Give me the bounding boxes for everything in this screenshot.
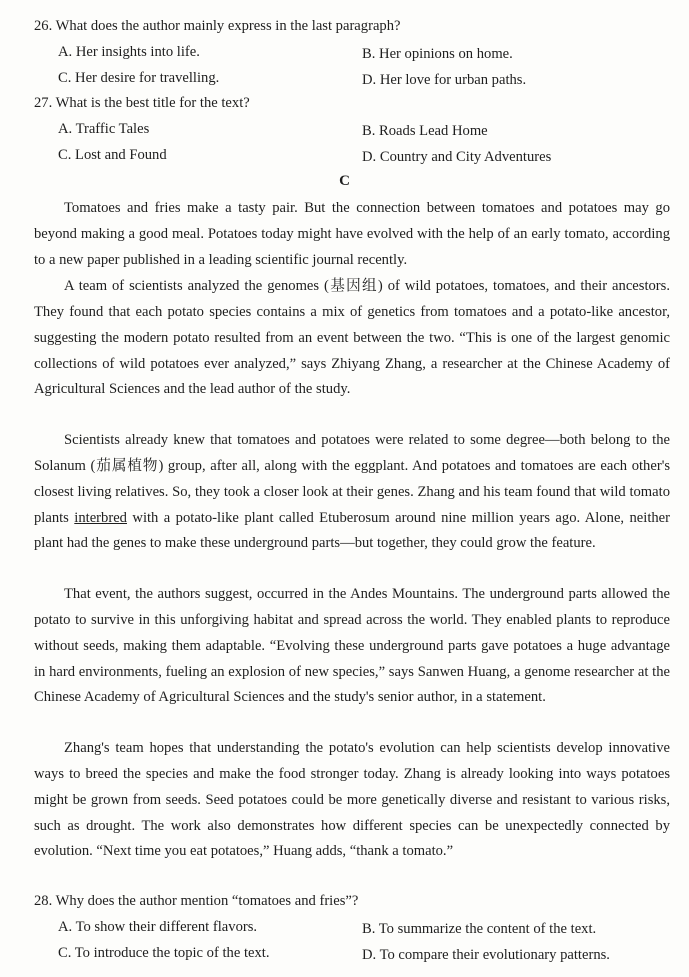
passage-paragraph-3 <box>34 428 670 557</box>
question-26-stem: 26. What does the author mainly express in the last paragraph? <box>34 18 401 34</box>
passage-paragraph-1: Tomatoes and fries make a tasty pair. But the connection between tomatoes and potatoes may go beyond making a good meal. Potatoes today might have evolved with the help of an early tomato, according to a new paper published in a leading scientific journal recently. <box>34 200 670 268</box>
q26-option-a[interactable]: A. Her insights into life. <box>58 44 200 60</box>
q27-option-b[interactable]: B. Roads Lead Home <box>362 123 488 139</box>
paragraph-3-text-end: with a potato-like plant called Etuberosum around nine million years ago. Alone, neither plant had the genes to make these underground parts—but together, they could grow the feature. <box>34 509 671 552</box>
q27-option-c[interactable]: C. Lost and Found <box>58 147 167 163</box>
q26-option-d[interactable]: D. Her love for urban paths. <box>362 72 527 88</box>
passage-paragraph-5: Zhang's team hopes that understanding the potato's evolution can help scientists develop innovative ways to breed the species and make the food stronger today. Zhang is already looking into ways potatoes might be grown from seeds. Seed potatoes could be more genetically diverse and resistant to various risks, such as drought. The work also demonstrates how different species can be unexpectedly connected by evolution. “Next time you eat potatoes,” Huang adds, “thank a tomato.” <box>34 740 670 860</box>
question-27-stem: 27. What is the best title for the text? <box>34 95 250 111</box>
section-label: C <box>339 173 350 189</box>
q28-option-b[interactable]: B. To summarize the content of the text. <box>362 921 597 937</box>
q27-option-d[interactable]: D. Country and City Adventures <box>362 149 552 165</box>
question-28-stem: 28. Why does the author mention “tomatoes and fries”? <box>34 893 359 909</box>
underlined-word-interbred: interbred <box>74 509 127 526</box>
passage-paragraph-4: That event, the authors suggest, occurred in the Andes Mountains. The underground parts allowed the potato to survive in this unforgiving habitat and spread across the world. They enabled plants to reproduce without seeds, making them adaptable. “Evolving these underground parts gave potatoes a huge advantage in hard environments, fueling an explosion of new species,” says Sanwen Huang, a genome researcher at the Chinese Academy of Agricultural Sciences and the study's senior author, in a statement. <box>34 586 670 706</box>
q26-option-b[interactable]: B. Her opinions on home. <box>362 46 513 62</box>
paragraph-3-text-start: Scientists already knew that tomatoes and potatoes were related to some degree—both belong to the Solanum (茄属植物) group, after all, along with the eggplant. And potatoes and tomatoes are each other's closest living relatives. So, they took a closer look at their genes. Zhang and his team found that wild tomato plants <box>34 432 670 526</box>
q26-option-c[interactable]: C. Her desire for travelling. <box>58 70 220 86</box>
q27-option-a[interactable]: A. Traffic Tales <box>58 121 150 137</box>
q28-option-c[interactable]: C. To introduce the topic of the text. <box>58 945 270 961</box>
passage-paragraph-2: A team of scientists analyzed the genomes (基因组) of wild potatoes, tomatoes, and their ancestors. They found that each potato species contains a mix of genetics from tomatoes and a potato-like ancestor, suggesting the modern potato resulted from an event between the two. “This is one of the largest genomic collections of wild potatoes ever analyzed,” says Zhiyang Zhang, a researcher at the Chinese Academy of Agricultural Sciences and the lead author of the study. <box>34 278 670 398</box>
q28-option-d[interactable]: D. To compare their evolutionary patterns. <box>362 947 610 963</box>
q28-option-a[interactable]: A. To show their different flavors. <box>58 919 258 935</box>
